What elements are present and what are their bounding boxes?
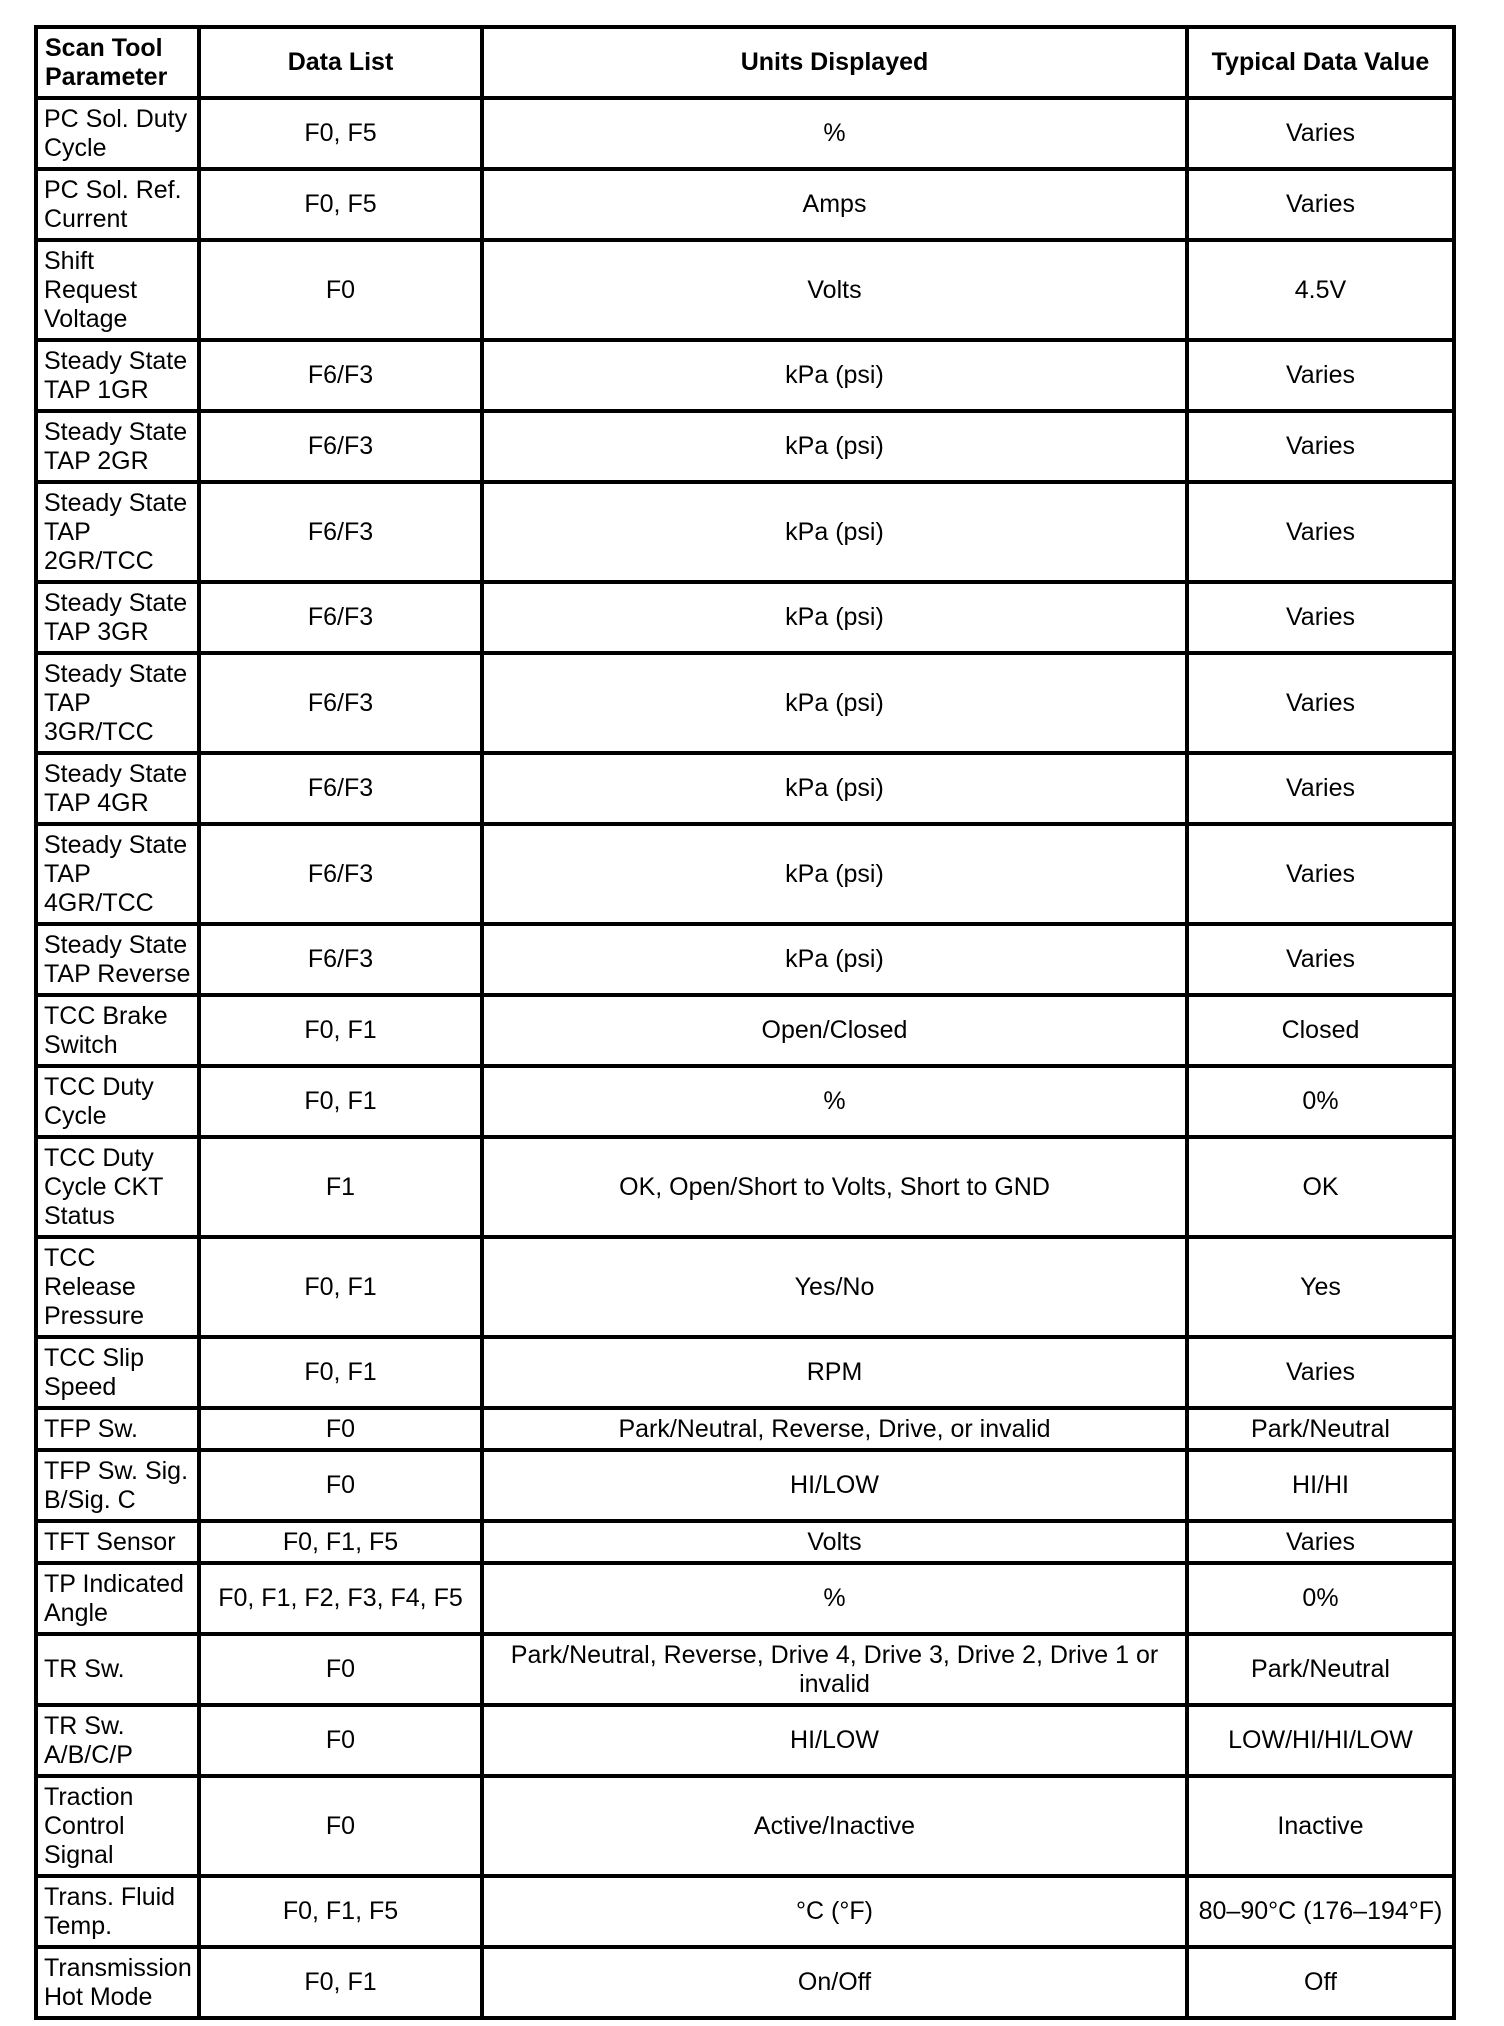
- table-row: [36, 653, 1454, 753]
- parameter-cell: TCC Duty Cycle: [36, 1066, 199, 1137]
- data-list-cell: F0, F5: [199, 169, 482, 240]
- units-cell: Yes/No: [482, 1237, 1187, 1337]
- data-list-cell: F6/F3: [199, 582, 482, 653]
- data-list-cell: F1: [199, 1137, 482, 1237]
- data-list-cell: F0, F1: [199, 1066, 482, 1137]
- table-row: [36, 1066, 1454, 1137]
- typical-value-cell: LOW/HI/HI/LOW: [1187, 1705, 1454, 1776]
- data-list-cell: F0, F5: [199, 98, 482, 169]
- data-list-cell: F0: [199, 1776, 482, 1876]
- data-list-cell: F0: [199, 1705, 482, 1776]
- typical-value-cell: Park/Neutral: [1187, 1634, 1454, 1705]
- parameter-cell: Steady State TAP 3GR: [36, 582, 199, 653]
- parameter-cell: TCC Slip Speed: [36, 1337, 199, 1408]
- header-data-list: Data List: [199, 27, 482, 98]
- units-cell: kPa (psi): [482, 582, 1187, 653]
- parameter-cell: Steady State TAP 4GR: [36, 753, 199, 824]
- header-units: Units Displayed: [482, 27, 1187, 98]
- table-row: [36, 411, 1454, 482]
- units-cell: OK, Open/Short to Volts, Short to GND: [482, 1137, 1187, 1237]
- parameter-cell: Steady State TAP 2GR: [36, 411, 199, 482]
- table-row: [36, 1521, 1454, 1563]
- table-row: [36, 924, 1454, 995]
- parameter-cell: TP Indicated Angle: [36, 1563, 199, 1634]
- parameter-cell: Trans. Fluid Temp.: [36, 1876, 199, 1947]
- units-cell: Park/Neutral, Reverse, Drive 4, Drive 3, Drive 2, Drive 1 or invalid: [482, 1634, 1187, 1705]
- parameter-cell: TCC Release Pressure: [36, 1237, 199, 1337]
- typical-value-cell: Varies: [1187, 924, 1454, 995]
- units-cell: kPa (psi): [482, 653, 1187, 753]
- units-cell: HI/LOW: [482, 1705, 1187, 1776]
- typical-value-cell: Park/Neutral: [1187, 1408, 1454, 1450]
- typical-value-cell: Varies: [1187, 753, 1454, 824]
- data-list-cell: F6/F3: [199, 753, 482, 824]
- parameter-cell: Steady State TAP 4GR/TCC: [36, 824, 199, 924]
- units-cell: RPM: [482, 1337, 1187, 1408]
- parameter-cell: Steady State TAP 1GR: [36, 340, 199, 411]
- units-cell: Volts: [482, 1521, 1187, 1563]
- data-list-cell: F6/F3: [199, 482, 482, 582]
- table-row: [36, 1947, 1454, 2018]
- table-row: [36, 995, 1454, 1066]
- units-cell: Open/Closed: [482, 995, 1187, 1066]
- header-parameter: Scan Tool Parameter: [36, 27, 199, 98]
- data-list-cell: F0, F1, F2, F3, F4, F5: [199, 1563, 482, 1634]
- table-row: [36, 1137, 1454, 1237]
- table-row: [36, 1237, 1454, 1337]
- table-row: [36, 169, 1454, 240]
- parameter-cell: PC Sol. Duty Cycle: [36, 98, 199, 169]
- data-list-cell: F6/F3: [199, 924, 482, 995]
- data-list-cell: F6/F3: [199, 340, 482, 411]
- typical-value-cell: Varies: [1187, 1521, 1454, 1563]
- typical-value-cell: Varies: [1187, 169, 1454, 240]
- table-row: [36, 482, 1454, 582]
- units-cell: kPa (psi): [482, 340, 1187, 411]
- typical-value-cell: Varies: [1187, 1337, 1454, 1408]
- table-row: [36, 1776, 1454, 1876]
- typical-value-cell: Closed: [1187, 995, 1454, 1066]
- data-list-cell: F0: [199, 1634, 482, 1705]
- typical-value-cell: Yes: [1187, 1237, 1454, 1337]
- data-list-cell: F0, F1: [199, 1337, 482, 1408]
- typical-value-cell: Varies: [1187, 582, 1454, 653]
- table-row: [36, 1634, 1454, 1705]
- table-row: [36, 240, 1454, 340]
- units-cell: kPa (psi): [482, 411, 1187, 482]
- data-list-cell: F0, F1, F5: [199, 1876, 482, 1947]
- table-row: [36, 582, 1454, 653]
- parameter-cell: Shift Request Voltage: [36, 240, 199, 340]
- table-row: [36, 1408, 1454, 1450]
- parameter-cell: Traction Control Signal: [36, 1776, 199, 1876]
- parameter-cell: TR Sw.: [36, 1634, 199, 1705]
- typical-value-cell: Inactive: [1187, 1776, 1454, 1876]
- units-cell: kPa (psi): [482, 482, 1187, 582]
- typical-value-cell: OK: [1187, 1137, 1454, 1237]
- parameter-cell: Steady State TAP 2GR/TCC: [36, 482, 199, 582]
- data-list-cell: F0: [199, 1408, 482, 1450]
- typical-value-cell: 0%: [1187, 1066, 1454, 1137]
- parameter-cell: TFP Sw. Sig. B/Sig. C: [36, 1450, 199, 1521]
- parameter-cell: TR Sw. A/B/C/P: [36, 1705, 199, 1776]
- typical-value-cell: Off: [1187, 1947, 1454, 2018]
- units-cell: %: [482, 1066, 1187, 1137]
- units-cell: %: [482, 98, 1187, 169]
- data-list-cell: F0: [199, 240, 482, 340]
- table-row: [36, 1876, 1454, 1947]
- data-list-cell: F6/F3: [199, 653, 482, 753]
- units-cell: °C (°F): [482, 1876, 1187, 1947]
- typical-value-cell: Varies: [1187, 98, 1454, 169]
- units-cell: kPa (psi): [482, 753, 1187, 824]
- typical-value-cell: 0%: [1187, 1563, 1454, 1634]
- units-cell: %: [482, 1563, 1187, 1634]
- data-list-cell: F0: [199, 1450, 482, 1521]
- typical-value-cell: Varies: [1187, 482, 1454, 582]
- table-row: [36, 340, 1454, 411]
- scan-tool-data-table: [34, 25, 1456, 2020]
- data-list-cell: F0, F1, F5: [199, 1521, 482, 1563]
- typical-value-cell: Varies: [1187, 411, 1454, 482]
- units-cell: Amps: [482, 169, 1187, 240]
- parameter-cell: Steady State TAP Reverse: [36, 924, 199, 995]
- table-row: [36, 1450, 1454, 1521]
- data-list-cell: F0, F1: [199, 995, 482, 1066]
- table-row: [36, 1337, 1454, 1408]
- data-list-cell: F6/F3: [199, 824, 482, 924]
- data-list-cell: F0, F1: [199, 1947, 482, 2018]
- data-list-cell: F0, F1: [199, 1237, 482, 1337]
- units-cell: Park/Neutral, Reverse, Drive, or invalid: [482, 1408, 1187, 1450]
- header-typical-value: Typical Data Value: [1187, 27, 1454, 98]
- units-cell: On/Off: [482, 1947, 1187, 2018]
- table-row: [36, 98, 1454, 169]
- parameter-cell: TCC Brake Switch: [36, 995, 199, 1066]
- units-cell: HI/LOW: [482, 1450, 1187, 1521]
- table-row: [36, 824, 1454, 924]
- table-row: [36, 753, 1454, 824]
- units-cell: kPa (psi): [482, 924, 1187, 995]
- units-cell: kPa (psi): [482, 824, 1187, 924]
- parameter-cell: PC Sol. Ref. Current: [36, 169, 199, 240]
- parameter-cell: TFT Sensor: [36, 1521, 199, 1563]
- header-row: [36, 27, 1454, 98]
- typical-value-cell: Varies: [1187, 824, 1454, 924]
- parameter-cell: Transmission Hot Mode: [36, 1947, 199, 2018]
- parameter-cell: Steady State TAP 3GR/TCC: [36, 653, 199, 753]
- table-row: [36, 1705, 1454, 1776]
- units-cell: Active/Inactive: [482, 1776, 1187, 1876]
- units-cell: Volts: [482, 240, 1187, 340]
- table-row: [36, 1563, 1454, 1634]
- typical-value-cell: Varies: [1187, 653, 1454, 753]
- typical-value-cell: Varies: [1187, 340, 1454, 411]
- parameter-cell: TCC Duty Cycle CKT Status: [36, 1137, 199, 1237]
- typical-value-cell: HI/HI: [1187, 1450, 1454, 1521]
- typical-value-cell: 4.5V: [1187, 240, 1454, 340]
- typical-value-cell: 80–90°C (176–194°F): [1187, 1876, 1454, 1947]
- parameter-cell: TFP Sw.: [36, 1408, 199, 1450]
- data-list-cell: F6/F3: [199, 411, 482, 482]
